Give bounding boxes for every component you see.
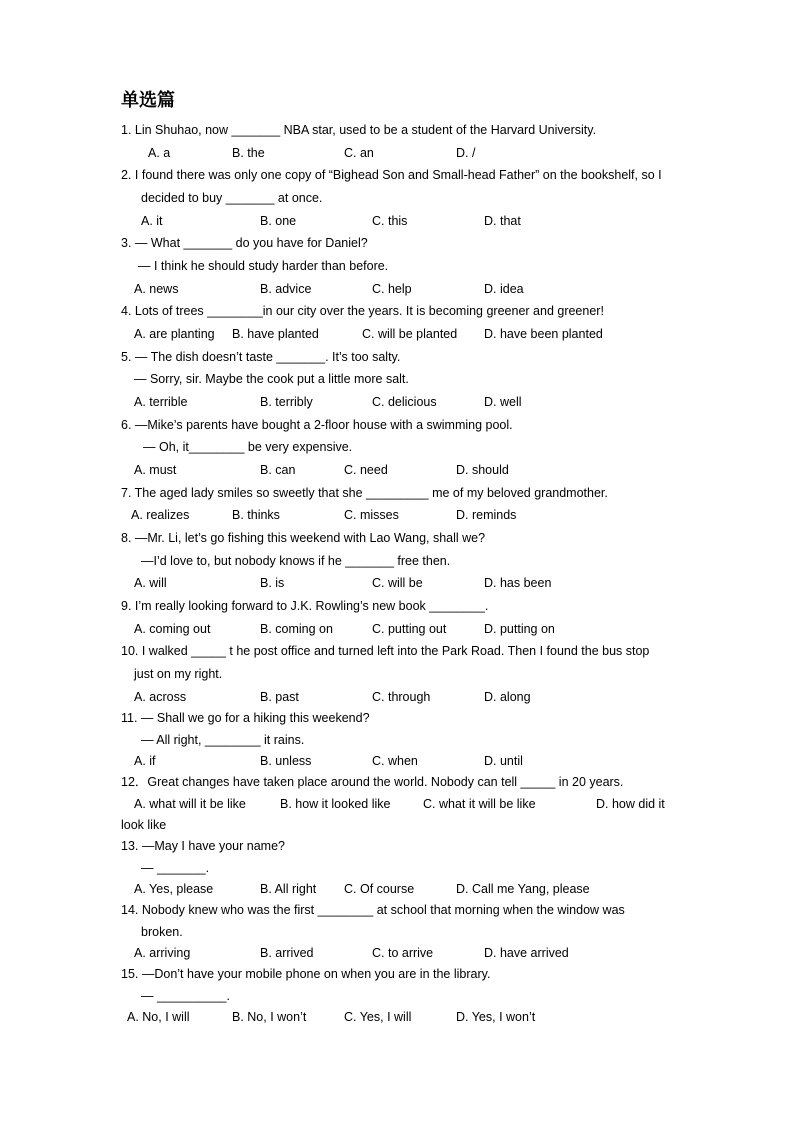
question-3-option-c: C. help xyxy=(372,282,412,296)
question-9-option-a: A. coming out xyxy=(134,622,211,636)
question-14-option-c: C. to arrive xyxy=(372,946,434,960)
question-10-option-a: A. across xyxy=(134,690,187,704)
question-4-option-d: D. have been planted xyxy=(484,327,603,341)
question-10-option-d: D. along xyxy=(484,690,531,704)
question-15-stem-cont: — __________. xyxy=(141,989,230,1003)
question-5-option-d: D. well xyxy=(484,395,522,409)
question-11-option-c: C. when xyxy=(372,754,418,768)
question-15-option-c: C. Yes, I will xyxy=(344,1010,412,1024)
question-6-option-c: C. need xyxy=(344,463,388,477)
question-3-stem: 3. — What _______ do you have for Daniel? xyxy=(121,236,368,250)
question-5-stem-cont: — Sorry, sir. Maybe the cook put a little more salt. xyxy=(134,372,409,386)
question-6-option-b: B. can xyxy=(260,463,296,477)
question-12-option-c: C. what it will be like xyxy=(423,797,536,811)
question-12-option-a: A. what will it be like xyxy=(134,797,246,811)
question-11-stem-cont: — All right, ________ it rains. xyxy=(141,733,305,747)
question-15-option-b: B. No, I won’t xyxy=(232,1010,307,1024)
question-2-option-d: D. that xyxy=(484,214,521,228)
question-9-option-c: C. putting out xyxy=(372,622,447,636)
question-14-option-b: B. arrived xyxy=(260,946,314,960)
question-4-option-a: A. are planting xyxy=(134,327,215,341)
question-13-stem: 13. —May I have your name? xyxy=(121,839,285,853)
question-11-option-a: A. if xyxy=(134,754,156,768)
question-9-option-b: B. coming on xyxy=(260,622,333,636)
question-10-option-c: C. through xyxy=(372,690,431,704)
question-3-option-b: B. advice xyxy=(260,282,312,296)
question-1-option-a: A. a xyxy=(148,146,171,160)
question-10-option-b: B. past xyxy=(260,690,299,704)
question-12-option-d: D. how did it xyxy=(596,797,665,811)
question-2-option-c: C. this xyxy=(372,214,408,228)
question-8-option-a: A. will xyxy=(134,576,167,590)
question-11-option-b: B. unless xyxy=(260,754,312,768)
question-9-option-d: D. putting on xyxy=(484,622,555,636)
question-4-stem: 4. Lots of trees ________in our city over the years. It is becoming greener and greener! xyxy=(121,304,604,318)
question-15-stem: 15. —Don’t have your mobile phone on when you are in the library. xyxy=(121,967,491,981)
question-14-stem-cont: broken. xyxy=(141,925,183,939)
question-14-option-d: D. have arrived xyxy=(484,946,569,960)
question-1-option-d: D. / xyxy=(456,146,476,160)
question-1-option-c: C. an xyxy=(344,146,374,160)
question-2-option-b: B. one xyxy=(260,214,297,228)
question-4-option-c: C. will be planted xyxy=(362,327,458,341)
question-11-option-d: D. until xyxy=(484,754,523,768)
question-8-option-b: B. is xyxy=(260,576,285,590)
page-title: 单选篇 xyxy=(121,90,175,111)
question-2-option-a: A. it xyxy=(141,214,163,228)
question-8-stem-cont: —I’d love to, but nobody knows if he _______ free then. xyxy=(141,554,451,568)
question-7-option-a: A. realizes xyxy=(131,508,190,522)
question-3-option-d: D. idea xyxy=(484,282,524,296)
question-14-stem: 14. Nobody knew who was the first ________ at school that morning when the window was xyxy=(121,903,625,917)
question-13-option-d: D. Call me Yang, please xyxy=(456,882,590,896)
question-1-stem: 1. Lin Shuhao, now _______ NBA star, used to be a student of the Harvard University. xyxy=(121,123,597,137)
question-7-option-c: C. misses xyxy=(344,508,399,522)
question-7-option-b: B. thinks xyxy=(232,508,280,522)
question-15-option-a: A. No, I will xyxy=(127,1010,190,1024)
question-10-stem-cont: just on my right. xyxy=(134,667,223,681)
question-3-stem-cont: — I think he should study harder than before. xyxy=(138,259,389,273)
question-5-option-b: B. terribly xyxy=(260,395,313,409)
question-2-stem: 2. I found there was only one copy of “Bighead Son and Small-head Father” on the bookshelf, so I xyxy=(121,168,662,182)
question-3-option-a: A. news xyxy=(134,282,179,296)
question-6-stem-cont: — Oh, it________ be very expensive. xyxy=(143,440,353,454)
question-9-stem: 9. I’m really looking forward to J.K. Rowling’s new book ________. xyxy=(121,599,489,613)
question-15-option-d: D. Yes, I won’t xyxy=(456,1010,536,1024)
question-10-stem: 10. I walked _____ t he post office and turned left into the Park Road. Then I found the bus stop xyxy=(121,644,650,658)
question-5-option-a: A. terrible xyxy=(134,395,188,409)
question-2-stem-cont: decided to buy _______ at once. xyxy=(141,191,323,205)
question-13-stem-cont: — _______. xyxy=(141,861,210,875)
question-7-stem: 7. The aged lady smiles so sweetly that she _________ me of my beloved grandmother. xyxy=(121,486,608,500)
question-8-option-c: C. will be xyxy=(372,576,423,590)
question-11-stem: 11. — Shall we go for a hiking this weekend? xyxy=(121,711,370,725)
question-13-option-c: C. Of course xyxy=(344,882,415,896)
question-8-stem: 8. —Mr. Li, let’s go fishing this weekend with Lao Wang, shall we? xyxy=(121,531,486,545)
question-12-stem: 12．Great changes have taken place around the world. Nobody can tell _____ in 20 years. xyxy=(121,775,624,789)
question-1-option-b: B. the xyxy=(232,146,265,160)
question-8-option-d: D. has been xyxy=(484,576,552,590)
question-13-option-a: A. Yes, please xyxy=(134,882,214,896)
question-7-option-d: D. reminds xyxy=(456,508,517,522)
question-6-stem: 6. —Mike’s parents have bought a 2-floor house with a swimming pool. xyxy=(121,418,513,432)
question-13-option-b: B. All right xyxy=(260,882,317,896)
question-14-option-a: A. arriving xyxy=(134,946,191,960)
question-5-stem: 5. — The dish doesn’t taste _______. It’s too salty. xyxy=(121,350,401,364)
question-4-option-b: B. have planted xyxy=(232,327,319,341)
question-6-option-a: A. must xyxy=(134,463,177,477)
question-12-option-b: B. how it looked like xyxy=(280,797,391,811)
question-5-option-c: C. delicious xyxy=(372,395,437,409)
question-12-option-d-cont: look like xyxy=(121,818,167,832)
question-6-option-d: D. should xyxy=(456,463,509,477)
